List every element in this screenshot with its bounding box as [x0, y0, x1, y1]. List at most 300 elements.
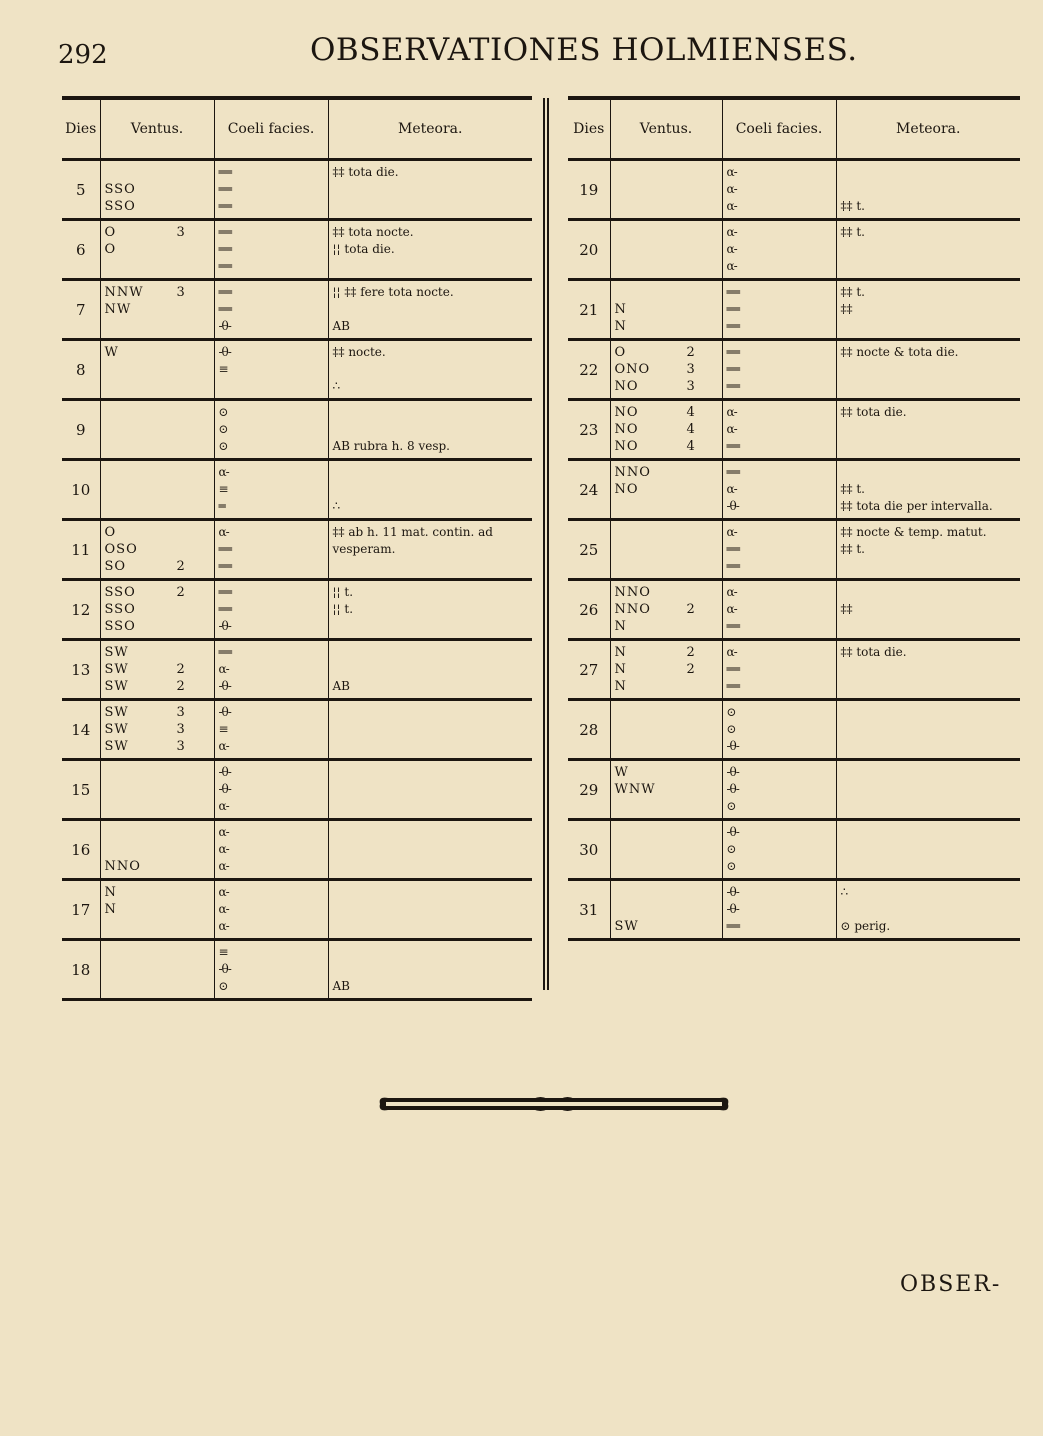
- meteora-cell: [836, 280, 1020, 340]
- sky-symbol: ══: [726, 679, 739, 693]
- meteora-line: [837, 901, 1021, 918]
- wind-direction: SW: [104, 662, 129, 677]
- meteora-line: [837, 764, 1021, 781]
- meteora-cell: [836, 580, 1020, 640]
- sky-symbol: -θ-: [726, 902, 739, 916]
- day-cell: 21: [568, 280, 610, 340]
- sky-symbol: ══: [218, 165, 231, 179]
- wind-strength: [687, 781, 707, 798]
- sky-symbol: ══: [726, 379, 739, 393]
- meteora-line: [837, 678, 1021, 695]
- wind-strength: 3: [176, 285, 186, 300]
- table-row: [62, 640, 532, 700]
- wind-strength: [687, 164, 707, 181]
- wind-line: [101, 781, 214, 798]
- wind-cell: [100, 940, 214, 1000]
- wind-strength: [177, 541, 197, 558]
- meteora-line: vesperam.: [332, 542, 396, 556]
- wind-direction: [615, 901, 687, 918]
- wind-cell: [610, 820, 722, 880]
- wind-cell: [610, 220, 722, 280]
- wind-direction: SW: [104, 645, 129, 660]
- wind-direction: [105, 781, 177, 798]
- meteora-cell: [836, 460, 1020, 520]
- meteora-line: [837, 738, 1021, 755]
- table-row: [62, 460, 532, 520]
- wind-line: [101, 764, 214, 781]
- meteora-cell: [328, 940, 532, 1000]
- wind-line: [101, 498, 214, 515]
- meteora-line: [837, 181, 1021, 198]
- meteora-line: ‡‡: [840, 602, 853, 616]
- sky-cell: [722, 280, 836, 340]
- sky-symbol: α-: [218, 919, 229, 933]
- wind-strength: [177, 241, 197, 258]
- meteora-line: [329, 961, 533, 978]
- table-row: [62, 160, 532, 220]
- wind-direction: [105, 421, 177, 438]
- sky-symbol: ══: [726, 302, 739, 316]
- meteora-line: [837, 721, 1021, 738]
- sky-symbol: ≡: [218, 945, 228, 959]
- wind-direction: N: [104, 885, 117, 900]
- sky-symbol: ══: [726, 319, 739, 333]
- sky-symbol: α-: [218, 525, 229, 539]
- wind-line: [101, 858, 214, 875]
- wind-direction: [615, 884, 687, 901]
- wind-line: [611, 738, 722, 755]
- sky-symbol: α-: [726, 645, 737, 659]
- sky-symbol: ══: [726, 285, 739, 299]
- sky-cell: [722, 820, 836, 880]
- wind-direction: O: [614, 345, 627, 360]
- day-cell: 17: [62, 880, 100, 940]
- sky-symbol: ═: [218, 499, 225, 513]
- wind-line: [611, 301, 722, 318]
- meteora-line: ‡‡ tota die.: [840, 645, 907, 659]
- wind-direction: SSO: [104, 585, 136, 600]
- meteora-line: [329, 198, 533, 215]
- sky-symbol: ⊙: [218, 439, 228, 453]
- wind-strength: [687, 678, 707, 695]
- wind-direction: NO: [614, 379, 639, 394]
- meteora-line: [329, 858, 533, 875]
- day-cell: 8: [62, 340, 100, 400]
- wind-strength: [687, 258, 707, 275]
- wind-cell: [100, 820, 214, 880]
- sky-symbol: ⊙: [218, 422, 228, 436]
- sky-symbol: -θ-: [218, 345, 231, 359]
- meteora-line: [329, 644, 533, 661]
- meteora-line: [329, 781, 533, 798]
- sky-symbol: -θ-: [726, 765, 739, 779]
- sky-cell: [722, 580, 836, 640]
- table-row: [568, 640, 1020, 700]
- wind-direction: SSO: [104, 182, 136, 197]
- wind-strength: [177, 978, 197, 995]
- day-cell: 5: [62, 160, 100, 220]
- wind-direction: [615, 824, 687, 841]
- sky-cell: [722, 760, 836, 820]
- wind-cell: [100, 760, 214, 820]
- wind-direction: [615, 704, 687, 721]
- wind-direction: [615, 241, 687, 258]
- sky-symbol: α-: [726, 242, 737, 256]
- sky-symbol: -θ-: [218, 765, 231, 779]
- wind-line: [101, 601, 214, 618]
- meteora-cell: [836, 520, 1020, 580]
- sky-symbol: -θ-: [218, 619, 231, 633]
- wind-direction: O: [104, 225, 117, 240]
- wind-cell: [610, 700, 722, 760]
- sky-cell: [214, 340, 328, 400]
- sky-symbol: ⊙: [726, 722, 736, 736]
- wind-line: [611, 164, 722, 181]
- wind-direction: [105, 258, 177, 275]
- sky-symbol: α-: [726, 585, 737, 599]
- wind-direction: N: [614, 302, 627, 317]
- sky-symbol: α-: [726, 225, 737, 239]
- wind-strength: [687, 618, 707, 635]
- day-cell: 16: [62, 820, 100, 880]
- meteora-line: [837, 841, 1021, 858]
- wind-line: [611, 198, 722, 215]
- wind-direction: ONO: [614, 362, 651, 377]
- table-row: [568, 700, 1020, 760]
- meteora-line: AB: [332, 319, 350, 333]
- wind-line: [101, 524, 214, 541]
- meteora-line: [837, 464, 1021, 481]
- table-row: [62, 220, 532, 280]
- wind-strength: [687, 764, 707, 781]
- meteora-line: [329, 181, 533, 198]
- meteora-line: ‡‡ tota die per intervalla.: [840, 499, 993, 513]
- wind-direction: [615, 798, 687, 815]
- day-cell: 22: [568, 340, 610, 400]
- wind-direction: SW: [104, 679, 129, 694]
- wind-cell: [100, 280, 214, 340]
- meteora-cell: [836, 640, 1020, 700]
- wind-strength: [687, 584, 707, 601]
- wind-direction: [105, 498, 177, 515]
- sky-symbol: ══: [726, 345, 739, 359]
- header-meteora: Meteora.: [836, 98, 1020, 160]
- wind-direction: [615, 524, 687, 541]
- meteora-cell: [836, 820, 1020, 880]
- wind-direction: [615, 224, 687, 241]
- wind-strength: [177, 181, 197, 198]
- wind-strength: [687, 524, 707, 541]
- meteora-line: [837, 421, 1021, 438]
- wind-direction: SW: [104, 705, 129, 720]
- meteora-cell: [328, 340, 532, 400]
- wind-line: [101, 798, 214, 815]
- sky-cell: [214, 520, 328, 580]
- wind-strength: [177, 798, 197, 815]
- meteora-line: [329, 841, 533, 858]
- wind-strength: [687, 884, 707, 901]
- wind-strength: [687, 798, 707, 815]
- day-cell: 28: [568, 700, 610, 760]
- day-cell: 6: [62, 220, 100, 280]
- meteora-line: ¦¦ tota die.: [332, 242, 395, 256]
- wind-direction: [105, 164, 177, 181]
- meteora-line: ‡‡ t.: [840, 482, 865, 496]
- wind-strength: [177, 961, 197, 978]
- sky-symbol: -θ-: [726, 739, 739, 753]
- sky-symbol: α-: [218, 799, 229, 813]
- wind-direction: [615, 841, 687, 858]
- sky-symbol: α-: [726, 405, 737, 419]
- wind-cell: [100, 520, 214, 580]
- sky-symbol: -θ-: [726, 499, 739, 513]
- wind-cell: [610, 760, 722, 820]
- wind-direction: [105, 841, 177, 858]
- meteora-line: [837, 661, 1021, 678]
- wind-direction: O: [104, 242, 117, 257]
- sky-symbol: α-: [218, 662, 229, 676]
- wind-direction: NO: [614, 422, 639, 437]
- wind-strength: [177, 498, 197, 515]
- sky-symbol: ══: [218, 225, 231, 239]
- meteora-cell: [328, 520, 532, 580]
- table-row: [62, 700, 532, 760]
- wind-line: [611, 541, 722, 558]
- ornament-divider: [376, 1086, 732, 1122]
- sky-cell: [722, 160, 836, 220]
- wind-direction: [105, 378, 177, 395]
- wind-line: [101, 224, 214, 241]
- sky-symbol: ══: [218, 585, 231, 599]
- wind-strength: 3: [686, 379, 696, 394]
- table-row: [568, 580, 1020, 640]
- meteora-line: [329, 421, 533, 438]
- meteora-cell: [836, 760, 1020, 820]
- wind-strength: [687, 704, 707, 721]
- wind-strength: [687, 284, 707, 301]
- wind-line: [101, 721, 214, 738]
- meteora-line: [329, 798, 533, 815]
- wind-line: [101, 318, 214, 335]
- table-row: [62, 580, 532, 640]
- sky-symbol: α-: [726, 199, 737, 213]
- wind-strength: [177, 601, 197, 618]
- wind-cell: [610, 400, 722, 460]
- wind-direction: OSO: [104, 542, 138, 557]
- wind-strength: [177, 901, 197, 918]
- sky-cell: [214, 820, 328, 880]
- wind-line: [101, 704, 214, 721]
- wind-direction: N: [614, 319, 627, 334]
- sky-symbol: α-: [726, 165, 737, 179]
- wind-cell: [610, 340, 722, 400]
- sky-symbol: α-: [726, 422, 737, 436]
- day-cell: 20: [568, 220, 610, 280]
- column-divider: [543, 98, 549, 990]
- meteora-cell: [328, 580, 532, 640]
- meteora-line: [837, 258, 1021, 275]
- wind-direction: NNW: [104, 285, 144, 300]
- wind-line: [101, 438, 214, 455]
- sky-cell: [722, 220, 836, 280]
- table-row: [62, 400, 532, 460]
- wind-cell: [610, 160, 722, 220]
- meteora-line: [837, 704, 1021, 721]
- meteora-cell: [836, 400, 1020, 460]
- sky-symbol: -θ-: [218, 782, 231, 796]
- wind-line: [101, 404, 214, 421]
- sky-symbol: ══: [218, 285, 231, 299]
- wind-strength: [177, 481, 197, 498]
- table-row: [62, 520, 532, 580]
- wind-line: [611, 438, 722, 455]
- wind-cell: [100, 460, 214, 520]
- wind-direction: NNO: [104, 859, 141, 874]
- meteora-cell: [836, 340, 1020, 400]
- wind-strength: [687, 721, 707, 738]
- wind-strength: [687, 464, 707, 481]
- table-header-row: [568, 98, 1020, 160]
- meteora-line: [837, 378, 1021, 395]
- wind-line: [101, 344, 214, 361]
- meteora-cell: [328, 700, 532, 760]
- wind-strength: [177, 164, 197, 181]
- wind-strength: [177, 524, 197, 541]
- catchword: OBSER-: [900, 1272, 1002, 1297]
- meteora-cell: [836, 160, 1020, 220]
- table-row: [568, 400, 1020, 460]
- wind-line: [101, 164, 214, 181]
- wind-direction: [615, 258, 687, 275]
- wind-direction: [105, 318, 177, 335]
- meteora-line: AB: [332, 679, 350, 693]
- wind-direction: NNO: [614, 602, 651, 617]
- sky-symbol: [215, 378, 328, 395]
- wind-direction: [105, 978, 177, 995]
- wind-line: [611, 498, 722, 515]
- sky-cell: [214, 700, 328, 760]
- wind-strength: 2: [176, 662, 186, 677]
- table-row: [62, 760, 532, 820]
- wind-cell: [100, 580, 214, 640]
- sky-cell: [722, 460, 836, 520]
- meteora-cell: [328, 220, 532, 280]
- sky-symbol: ══: [218, 242, 231, 256]
- meteora-cell: [328, 760, 532, 820]
- table-row: [568, 880, 1020, 940]
- wind-cell: [100, 400, 214, 460]
- weather-table-right: [568, 96, 1020, 941]
- wind-direction: SW: [104, 739, 129, 754]
- meteora-cell: [836, 700, 1020, 760]
- meteora-line: [329, 258, 533, 275]
- wind-line: [101, 918, 214, 935]
- sky-symbol: ⊙: [726, 859, 736, 873]
- meteora-line: ‡‡ t.: [840, 199, 865, 213]
- meteora-line: ⊙ perig.: [840, 919, 891, 933]
- wind-strength: [687, 738, 707, 755]
- wind-strength: [177, 764, 197, 781]
- wind-direction: W: [104, 345, 119, 360]
- wind-cell: [610, 280, 722, 340]
- wind-direction: [615, 558, 687, 575]
- meteora-line: [837, 164, 1021, 181]
- wind-strength: [177, 344, 197, 361]
- wind-direction: [105, 361, 177, 378]
- sky-cell: [214, 160, 328, 220]
- sky-symbol: ══: [726, 559, 739, 573]
- wind-direction: NW: [104, 302, 132, 317]
- wind-strength: [177, 378, 197, 395]
- wind-line: [101, 481, 214, 498]
- header-dies: Dies: [568, 98, 610, 160]
- sky-cell: [722, 400, 836, 460]
- meteora-line: [837, 858, 1021, 875]
- wind-direction: NO: [614, 482, 639, 497]
- meteora-line: ‡‡ t.: [840, 542, 865, 556]
- wind-cell: [100, 640, 214, 700]
- day-cell: 24: [568, 460, 610, 520]
- header-meteora: Meteora.: [328, 98, 532, 160]
- wind-direction: NNO: [614, 585, 651, 600]
- wind-direction: [105, 464, 177, 481]
- sky-symbol: α-: [218, 842, 229, 856]
- meteora-line: ‡‡ nocte.: [332, 345, 386, 359]
- meteora-line: [837, 558, 1021, 575]
- wind-direction: [615, 721, 687, 738]
- meteora-line: ‡‡ t.: [840, 225, 865, 239]
- meteora-line: ‡‡: [840, 302, 853, 316]
- wind-line: [101, 678, 214, 695]
- wind-direction: [105, 481, 177, 498]
- wind-direction: [615, 164, 687, 181]
- wind-line: [101, 841, 214, 858]
- page-number: 292: [58, 40, 108, 70]
- wind-line: [101, 464, 214, 481]
- wind-strength: 2: [686, 602, 696, 617]
- wind-strength: [177, 301, 197, 318]
- table-row: [62, 820, 532, 880]
- wind-strength: 2: [686, 345, 696, 360]
- wind-line: [611, 678, 722, 695]
- sky-cell: [722, 880, 836, 940]
- sky-cell: [722, 340, 836, 400]
- sky-symbol: ≡: [218, 722, 228, 736]
- wind-cell: [100, 340, 214, 400]
- sky-symbol: ⊙: [726, 799, 736, 813]
- day-cell: 11: [62, 520, 100, 580]
- wind-strength: 4: [686, 422, 696, 437]
- wind-direction: W: [614, 765, 629, 780]
- wind-direction: SW: [614, 919, 639, 934]
- table-body-left: [62, 160, 532, 1000]
- sky-symbol: α-: [218, 739, 229, 753]
- wind-line: [611, 901, 722, 918]
- sky-symbol: -θ-: [726, 782, 739, 796]
- wind-line: [101, 618, 214, 635]
- wind-direction: SSO: [104, 602, 136, 617]
- left-table-column: [62, 96, 532, 1001]
- meteora-line: ‡‡ nocte & temp. matut.: [840, 525, 987, 539]
- sky-cell: [722, 640, 836, 700]
- table-row: [568, 280, 1020, 340]
- meteora-line: [329, 944, 533, 961]
- meteora-line: [329, 884, 533, 901]
- meteora-line: ¦¦ t.: [332, 602, 354, 616]
- table-row: [62, 280, 532, 340]
- meteora-line: [329, 918, 533, 935]
- wind-direction: N: [614, 662, 627, 677]
